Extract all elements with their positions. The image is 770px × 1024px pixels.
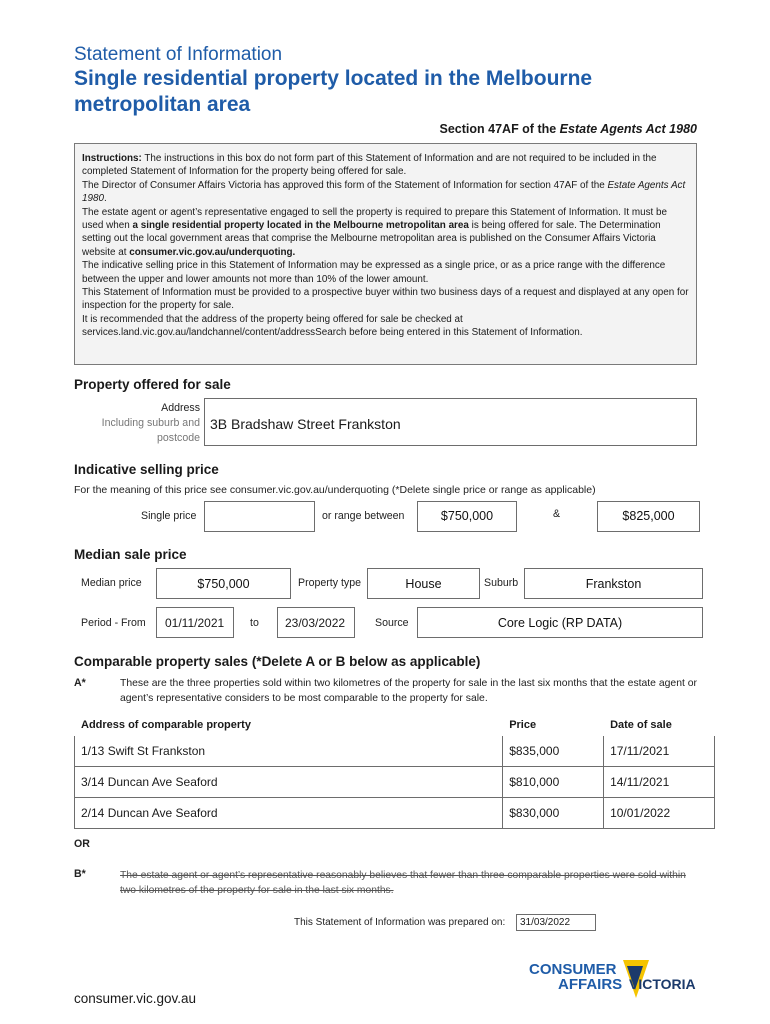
logo-text-line-3: VICTORIA xyxy=(629,976,696,992)
instructions-p2 xyxy=(82,179,689,206)
table-row xyxy=(75,736,715,767)
instructions-box xyxy=(74,143,697,365)
instructions-p1 xyxy=(82,152,689,179)
comparable-date[interactable]: 14/11/2021 xyxy=(604,767,715,798)
instructions-p4: The indicative selling price in this Statement of Information may be expressed as a single price, or as a price range with the difference between the upper and lower amounts not more than 10% of the lower amount. xyxy=(82,260,666,285)
document-heading: Statement of Information xyxy=(74,44,283,65)
instructions-p2-end: . xyxy=(103,193,107,205)
footer-url[interactable]: consumer.vic.gov.au xyxy=(74,991,197,1006)
instructions-p3-url[interactable]: consumer.vic.gov.au/underquoting. xyxy=(129,246,296,258)
option-a-marker: A* xyxy=(74,677,86,689)
instructions-p5: This Statement of Information must be provided to a prospective buyer within two business days of a request and displayed at any open for inspection for the property for sale. xyxy=(82,287,689,312)
section-reference xyxy=(440,122,697,136)
median-price-field[interactable]: $750,000 xyxy=(156,568,291,599)
prepared-label: This Statement of Information was prepared on: xyxy=(294,917,506,928)
range-between-label: or range between xyxy=(322,510,405,522)
period-to-field[interactable]: 23/03/2022 xyxy=(277,607,355,638)
property-type-field[interactable]: House xyxy=(367,568,480,599)
indicative-heading: Indicative selling price xyxy=(74,462,219,477)
instructions-p1-text: The instructions in this box do not form part of this Statement of Information and are not required to be included in the completed Statement of Information for the property being offered for sale. xyxy=(82,153,657,178)
instructions-p2-text: The Director of Consumer Affairs Victoria has approved this form of the Statement of Information for section 47AF of the xyxy=(82,179,608,191)
comparable-address[interactable]: 1/13 Swift St Frankston xyxy=(75,736,503,767)
logo-text-line-1: CONSUMER xyxy=(529,961,617,978)
comparable-date[interactable]: 10/01/2022 xyxy=(604,798,715,829)
column-header-address: Address of comparable property xyxy=(81,719,251,731)
instructions-p3-a: The estate agent or agent’s representative engaged to sell the property is required to prepare this Statement of Information. It must be used when xyxy=(82,206,667,232)
property-heading: Property offered for sale xyxy=(74,377,231,392)
address-label xyxy=(80,401,200,446)
section-act: Estate Agents Act 1980 xyxy=(559,122,697,136)
comparable-address[interactable]: 2/14 Duncan Ave Seaford xyxy=(75,798,503,829)
title-line-1: Single residential property located in the Melbourne xyxy=(74,67,593,90)
option-a-text: These are the three properties sold within two kilometres of the property for sale in the last six months that the estate agent or agent’s representative considers to be most comparable to the property for sale. xyxy=(120,678,697,704)
column-header-date: Date of sale xyxy=(610,719,672,731)
median-price-label: Median price xyxy=(81,577,142,589)
or-label: OR xyxy=(74,838,90,850)
median-heading: Median sale price xyxy=(74,547,187,562)
range-separator: & xyxy=(553,508,561,520)
range-low-field[interactable]: $750,000 xyxy=(417,501,517,532)
instructions-p3-b: is being offered for sale. The Determination setting out the local government areas that comprise the Melbourne metropolitan area is published on the Consumer Affairs Victoria website at xyxy=(82,220,661,258)
source-label: Source xyxy=(375,617,409,629)
single-price-label: Single price xyxy=(141,510,197,522)
period-from-field[interactable]: 01/11/2021 xyxy=(156,607,234,638)
title-line-2: metropolitan area xyxy=(74,93,251,116)
single-price-field[interactable] xyxy=(204,501,315,532)
suburb-label: Suburb xyxy=(484,577,519,589)
comparable-date[interactable]: 17/11/2021 xyxy=(604,736,715,767)
comparable-heading: Comparable property sales (*Delete A or B below as applicable) xyxy=(74,654,481,669)
suburb-field[interactable]: Frankston xyxy=(524,568,703,599)
comparable-price[interactable]: $810,000 xyxy=(503,767,604,798)
address-label-line-2: Including suburb and xyxy=(101,417,200,429)
instructions-label: Instructions: xyxy=(82,153,142,164)
comparable-table-header xyxy=(75,715,715,736)
logo-graphic xyxy=(527,958,702,1008)
comparable-price[interactable]: $835,000 xyxy=(503,736,604,767)
option-b-text: The estate agent or agent’s representative reasonably believes that fewer than three comparable properties were sold within two kilometres of the property for sale in the last six months. xyxy=(120,870,686,896)
indicative-note: For the meaning of this price see consumer.vic.gov.au/underquoting (*Delete single price or range as applicable) xyxy=(74,484,596,496)
consumer-affairs-victoria-logo xyxy=(527,958,702,1008)
table-row xyxy=(75,767,715,798)
comparable-address[interactable]: 3/14 Duncan Ave Seaford xyxy=(75,767,503,798)
instructions-p3 xyxy=(82,206,689,260)
property-type-label: Property type xyxy=(298,577,362,589)
document-title xyxy=(74,66,714,118)
address-label-line-1: Address xyxy=(161,402,200,414)
range-high-field[interactable]: $825,000 xyxy=(597,501,700,532)
comparable-price[interactable]: $830,000 xyxy=(503,798,604,829)
address-label-line-3: postcode xyxy=(157,432,200,444)
section-prefix: Section 47AF of the xyxy=(439,122,560,136)
address-field[interactable]: 3B Bradshaw Street Frankston xyxy=(204,398,697,446)
column-header-price: Price xyxy=(509,719,537,731)
table-row xyxy=(75,798,715,829)
instructions-p2-act: Estate Agents Act 1980 xyxy=(82,179,686,205)
logo-text-line-2: AFFAIRS xyxy=(558,976,623,993)
instructions-p3-bold: a single residential property located in the Melbourne metropolitan area xyxy=(132,220,469,232)
source-field[interactable]: Core Logic (RP DATA) xyxy=(417,607,703,638)
period-to-label: to xyxy=(250,617,259,629)
instructions-p6: It is recommended that the address of the property being offered for sale be checked at services.land.vic.gov.au/landchannel/content/addressSearch before being entered in this Statement of Information. xyxy=(82,313,583,339)
prepared-date-field[interactable]: 31/03/2022 xyxy=(516,914,596,931)
period-from-label: Period - From xyxy=(81,617,146,629)
option-b-marker: B* xyxy=(74,868,86,880)
comparable-table xyxy=(74,714,715,829)
